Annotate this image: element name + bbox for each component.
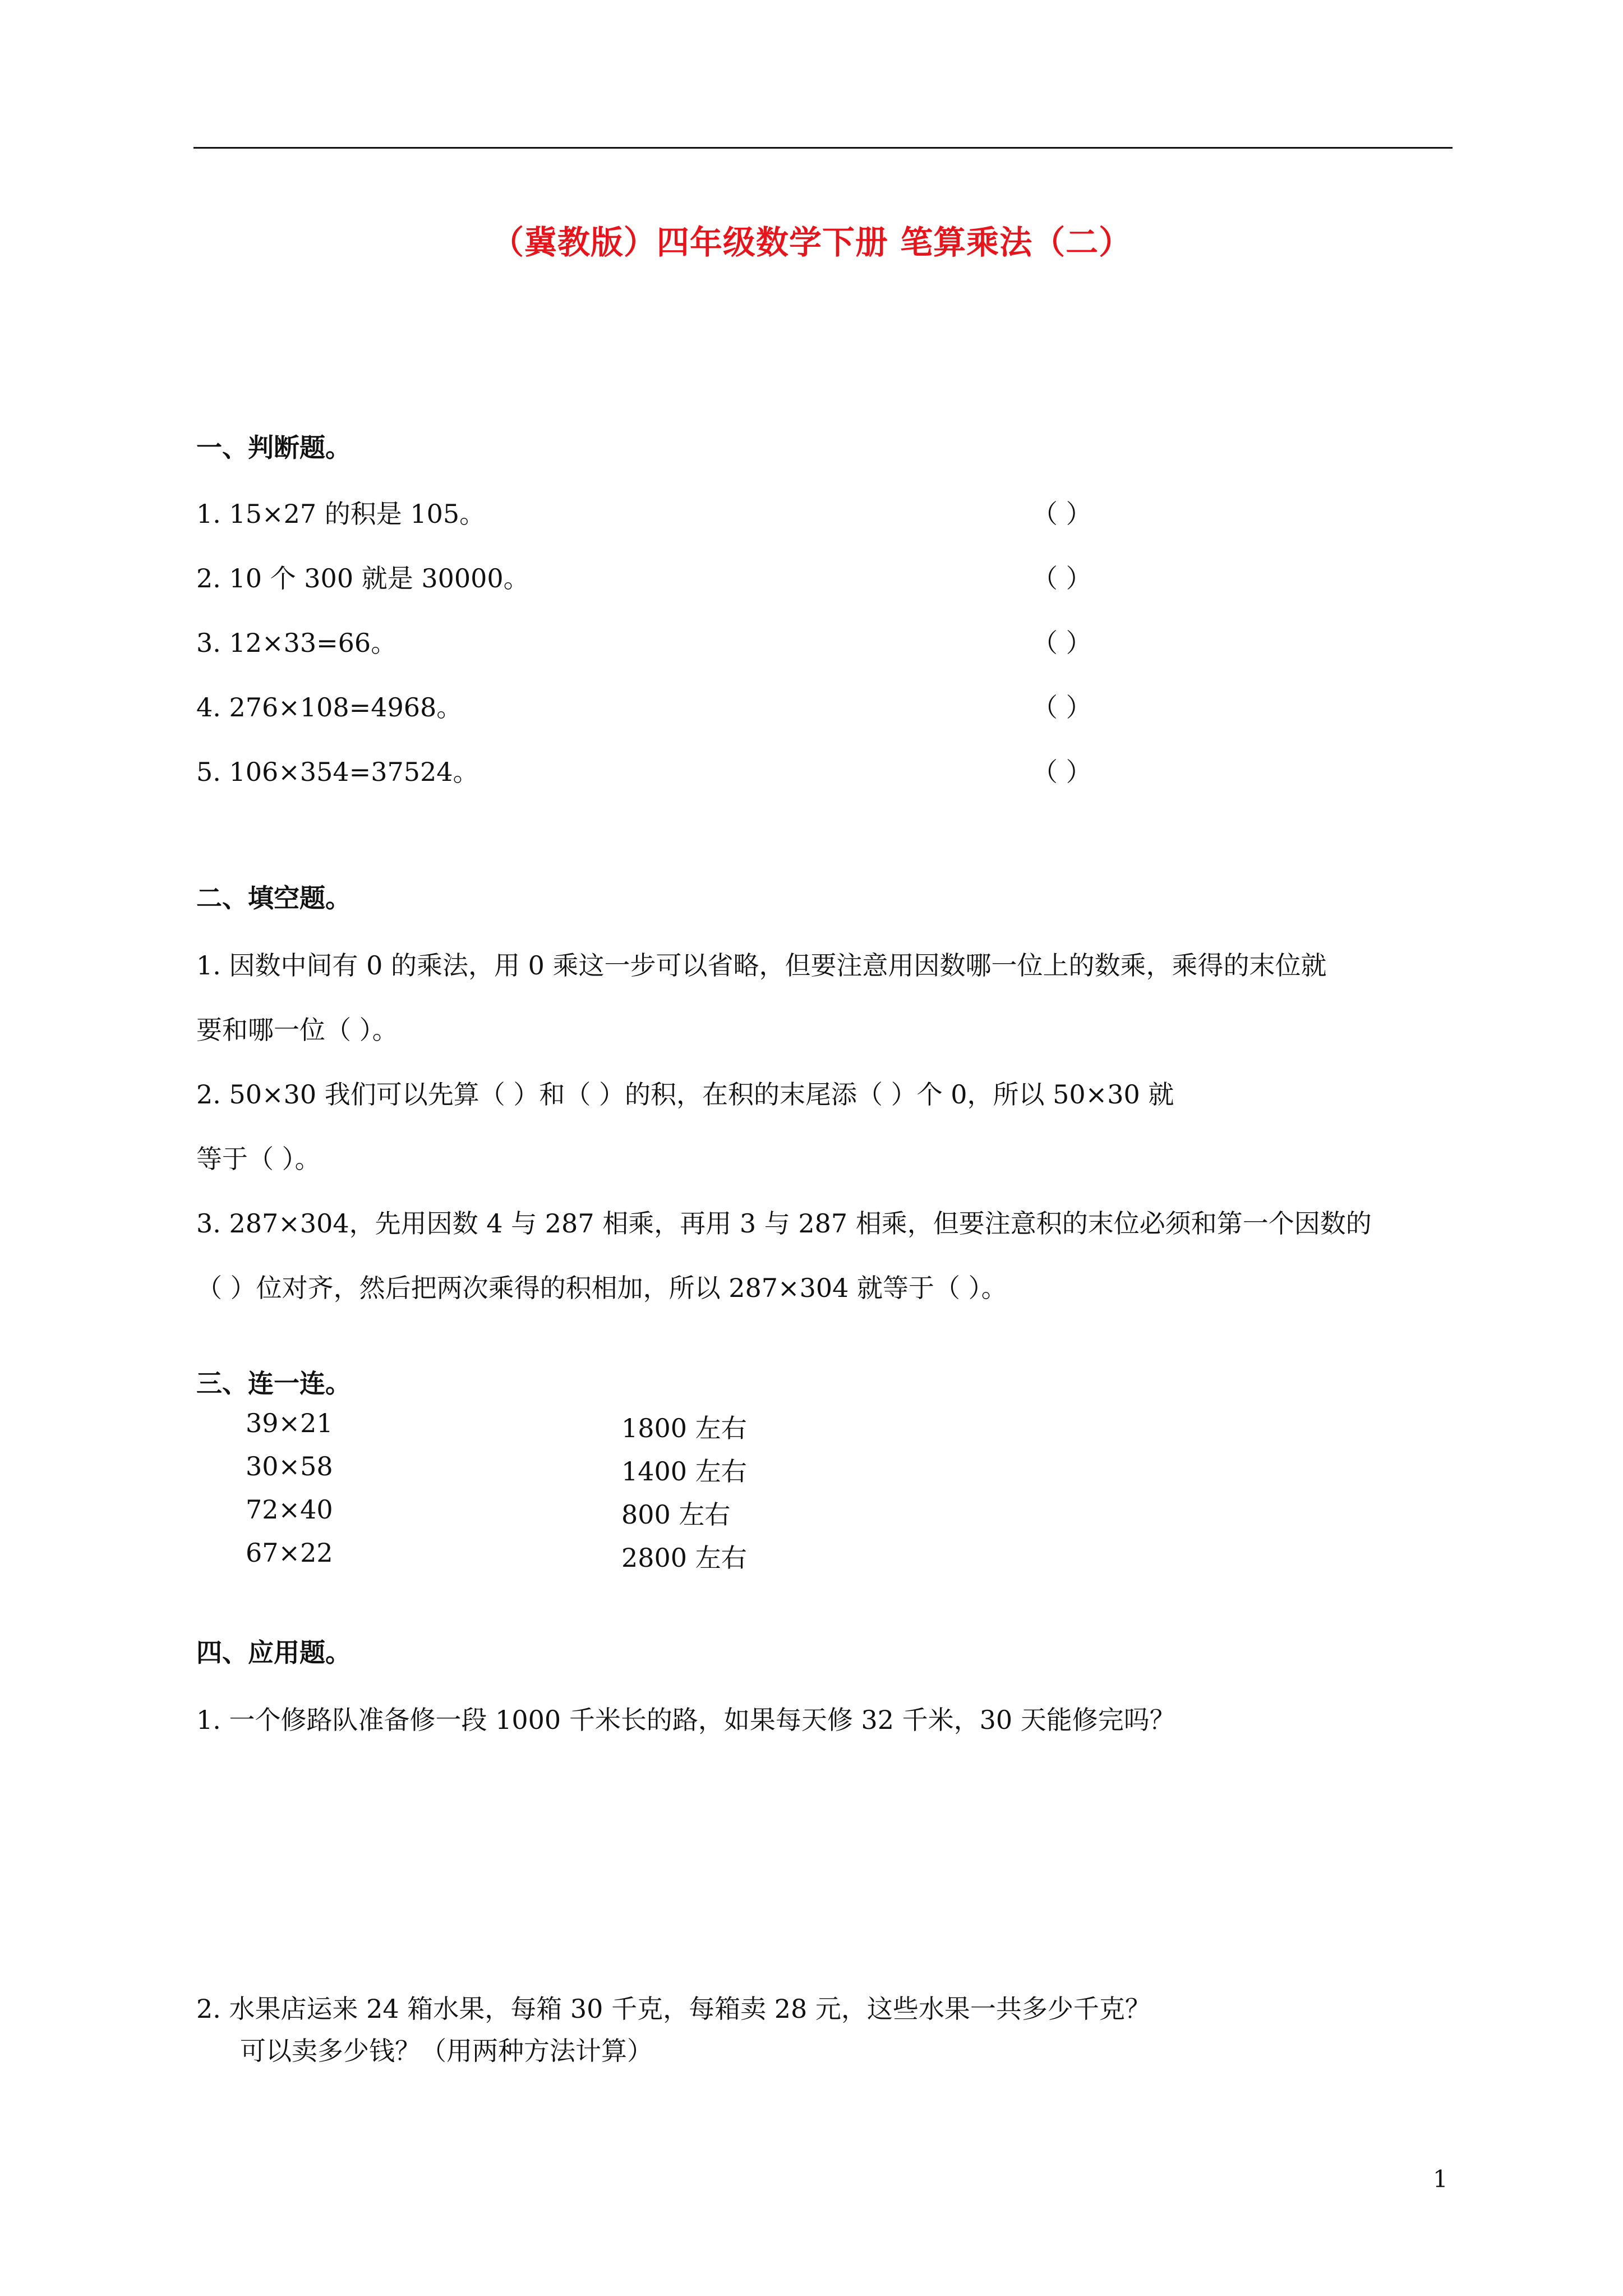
apply-question-2-line-1: 2. 水果店运来 24 箱水果，每箱 30 千克，每箱卖 28 元，这些水果一共多少千克？ bbox=[196, 1994, 1151, 2024]
fill-line-4: 等于（ ）。 bbox=[196, 1144, 321, 1174]
section-heading-apply: 四、应用题。 bbox=[196, 1637, 351, 1668]
document-title: （冀教版）四年级数学下册 笔算乘法（二） bbox=[491, 223, 1132, 261]
header-rule bbox=[193, 147, 1453, 149]
judge-answer-blank-2[interactable]: （ ） bbox=[1032, 563, 1092, 593]
judge-item-1: 1. 15×27 的积是 105。 bbox=[196, 499, 486, 529]
match-left-3[interactable]: 72×40 bbox=[246, 1494, 333, 1525]
match-right-3[interactable]: 800 左右 bbox=[621, 1499, 731, 1530]
judge-item-5: 5. 106×354=37524。 bbox=[196, 757, 479, 787]
fill-line-6: （ ）位对齐，然后把两次乘得的积相加，所以 287×304 就等于（ ）。 bbox=[196, 1273, 1007, 1303]
judge-item-2: 2. 10 个 300 就是 30000。 bbox=[196, 563, 529, 593]
match-left-4[interactable]: 67×22 bbox=[246, 1538, 333, 1568]
section-heading-match: 三、连一连。 bbox=[196, 1368, 351, 1398]
match-right-2[interactable]: 1400 左右 bbox=[621, 1456, 747, 1487]
judge-answer-blank-5[interactable]: （ ） bbox=[1032, 757, 1092, 787]
apply-question-1: 1. 一个修路队准备修一段 1000 千米长的路，如果每天修 32 千米，30 天能修完吗？ bbox=[196, 1705, 1175, 1735]
match-left-2[interactable]: 30×58 bbox=[246, 1451, 333, 1481]
fill-line-3: 2. 50×30 我们可以先算（ ）和（ ）的积，在积的末尾添（ ）个 0，所以 50×30 就 bbox=[196, 1079, 1174, 1110]
judge-item-3: 3. 12×33=66。 bbox=[196, 628, 397, 658]
section-heading-fill: 二、填空题。 bbox=[196, 883, 351, 913]
match-right-1[interactable]: 1800 左右 bbox=[621, 1413, 747, 1443]
page-number: 1 bbox=[1433, 2165, 1448, 2193]
match-right-4[interactable]: 2800 左右 bbox=[621, 1543, 747, 1573]
fill-line-1: 1. 因数中间有 0 的乘法，用 0 乘这一步可以省略，但要注意用因数哪一位上的数乘，乘得的末位就 bbox=[196, 950, 1327, 981]
judge-item-4: 4. 276×108=4968。 bbox=[196, 692, 463, 723]
judge-answer-blank-4[interactable]: （ ） bbox=[1032, 692, 1092, 723]
fill-line-2: 要和哪一位（ ）。 bbox=[196, 1015, 398, 1045]
judge-answer-blank-1[interactable]: （ ） bbox=[1032, 499, 1092, 529]
match-left-1[interactable]: 39×21 bbox=[246, 1408, 333, 1438]
apply-question-2-line-2: 可以卖多少钱？（用两种方法计算） bbox=[240, 2036, 653, 2066]
judge-answer-blank-3[interactable]: （ ） bbox=[1032, 628, 1092, 658]
fill-line-5: 3. 287×304，先用因数 4 与 287 相乘，再用 3 与 287 相乘，但要注意积的末位必须和第一个因数的 bbox=[196, 1208, 1372, 1239]
section-heading-judge: 一、判断题。 bbox=[196, 432, 351, 463]
